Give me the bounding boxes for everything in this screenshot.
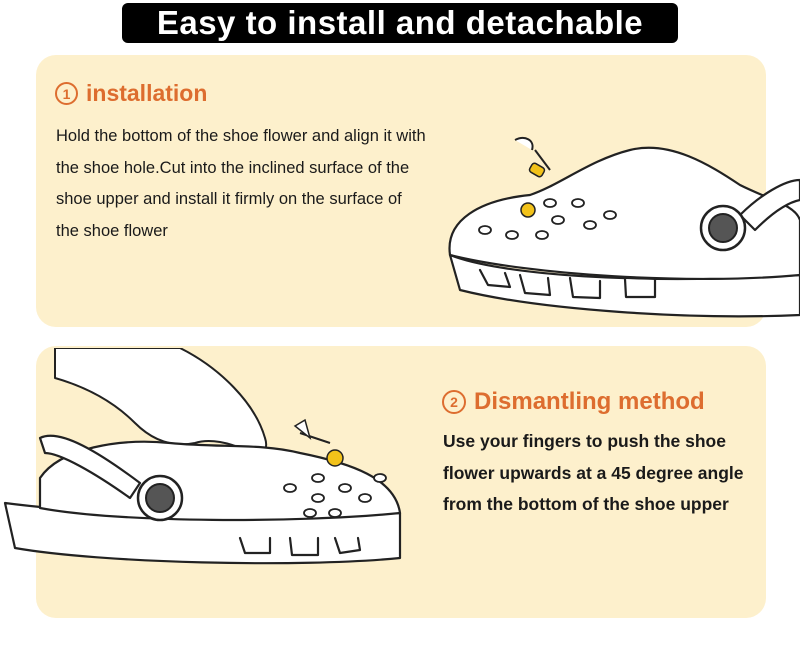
installation-line: the shoe hole.Cut into the inclined surface of the <box>56 158 410 177</box>
clog-remove-illustration <box>0 348 420 598</box>
dismantling-line: flower upwards at a 45 degree angle <box>443 462 744 483</box>
dismantling-line: Use your fingers to push the shoe <box>443 431 726 451</box>
clog-install-illustration <box>440 125 800 325</box>
installation-instructions <box>56 121 496 247</box>
step-two-number: 2 <box>442 390 466 414</box>
dismantling-heading-label: Dismantling method <box>474 388 705 415</box>
installation-line: Hold the bottom of the shoe flower and align it with <box>56 127 426 145</box>
dismantling-line: from the bottom of the shoe upper <box>443 494 729 514</box>
installation-line: the shoe flower <box>56 221 168 240</box>
dismantling-instructions <box>443 426 773 521</box>
installation-heading <box>55 80 207 107</box>
installation-line: shoe upper and install it firmly on the surface of <box>56 190 402 208</box>
installation-heading-label: installation <box>86 80 208 106</box>
step-one-number: 1 <box>55 82 78 105</box>
page-title: Easy to install and detachable <box>122 3 678 43</box>
dismantling-heading <box>442 388 705 416</box>
